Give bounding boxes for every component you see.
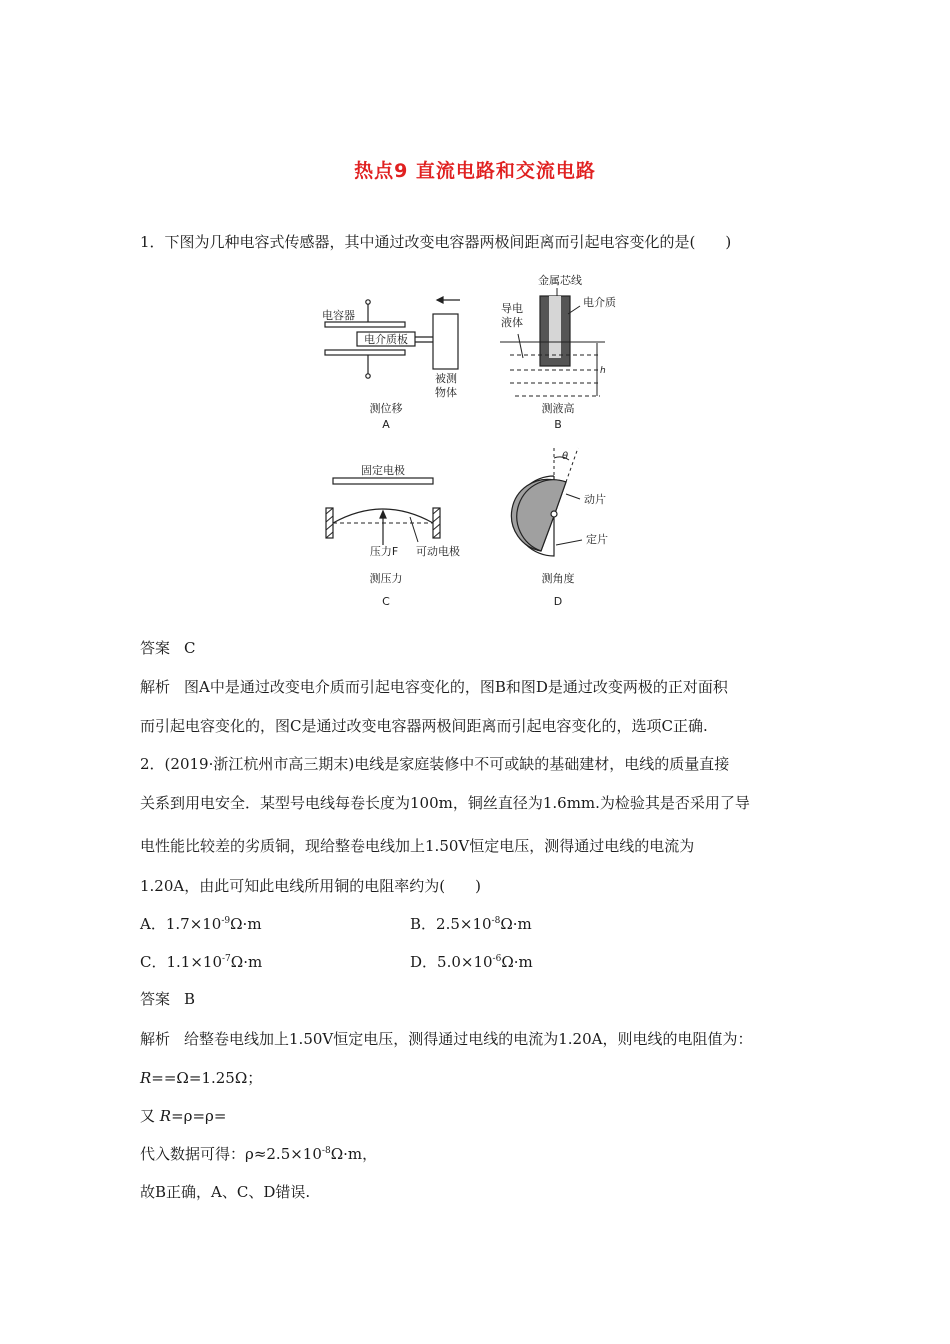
figure-d-fixed: 定片 [586, 533, 608, 546]
option-c-unit: Ω·m [230, 953, 263, 971]
page-title: 热点9 直流电路和交流电路 [354, 160, 596, 182]
option-a-unit: Ω·m [230, 915, 262, 933]
q2-equation-2 [140, 1106, 840, 1126]
q2-option-a [140, 914, 262, 934]
q2-analysis-label: 解析 [140, 1030, 171, 1048]
figure-c-force: 压力F [369, 545, 399, 558]
q1-analysis-line-1 [140, 677, 840, 697]
option-a-exponent: -9 [221, 916, 231, 926]
q2-conclusion: 故B正确，A、C、D错误. [140, 1183, 311, 1201]
figure-d-moving: 动片 [584, 493, 606, 506]
figure-a-capacitor: 电容器 [322, 309, 355, 322]
q2-equation-3 [140, 1144, 840, 1164]
eq3-prefix: 代入数据可得：ρ≈2.5×10 [140, 1145, 322, 1163]
option-b-base: B．2.5×10 [410, 915, 492, 933]
figure-b-letter: B [554, 418, 562, 431]
figure-d [511, 448, 582, 556]
option-d-exponent: -6 [492, 954, 502, 964]
option-d-unit: Ω·m [501, 953, 533, 971]
q2-analysis-text-1: 给整卷电线加上1.50V恒定电压，测得通过电线的电流为1.20A，则电线的电阻值为： [184, 1030, 753, 1048]
eq3-unit: Ω·m， [330, 1145, 378, 1163]
q2-option-c [140, 952, 262, 972]
q1-answer-label: 答案 [140, 639, 171, 657]
figure-b-liquid-1: 导电 [501, 302, 523, 315]
q2-answer [140, 989, 840, 1009]
q2-analysis-line-1 [140, 1029, 840, 1049]
figure-c-fixed: 固定电极 [361, 464, 405, 477]
figure-b-core: 金属芯线 [538, 274, 582, 287]
option-b-exponent: -8 [491, 916, 501, 926]
figure-d-theta: θ [562, 451, 569, 462]
figure-b-dielectric: 电介质 [583, 296, 616, 309]
q1-stem: 1．下图为几种电容式传感器，其中通过改变电容器两极间距离而引起电容变化的是( ) [140, 233, 732, 251]
q2-stem-3: 电性能比较差的劣质铜，现给整卷电线加上1.50V恒定电压，测得通过电线的电流为 [140, 837, 695, 855]
eq1-variable: R [140, 1069, 152, 1087]
q2-option-b [410, 914, 532, 934]
eq1-rest: ==Ω=1.25Ω； [151, 1069, 263, 1087]
figure-a-object-2: 物体 [435, 386, 457, 399]
figure-c-caption: 测压力 [369, 572, 403, 585]
figure-c [326, 478, 440, 545]
figure-b-caption: 测液高 [541, 402, 575, 415]
option-b-unit: Ω·m [500, 915, 532, 933]
q1-analysis-label: 解析 [140, 678, 171, 696]
q2-option-d [410, 952, 533, 972]
q1-analysis-text-1: 图A中是通过改变电介质而引起电容变化的，图B和图D是通过改变两极的正对面积 [184, 678, 728, 696]
option-d-base: D．5.0×10 [410, 953, 493, 971]
q2-stem-4: 1.20A，由此可知此电线所用铜的电阻率约为( ) [140, 877, 481, 895]
q2-stem-2: 关系到用电安全．某型号电线每卷长度为100m，铜丝直径为1.6mm.为检验其是否采用了导 [140, 794, 750, 812]
q1-answer-value: C [184, 639, 196, 657]
figure-d-caption: 测角度 [541, 572, 575, 585]
q1-analysis-line-2: 而引起电容变化的，图C是通过改变电容器两极间距离而引起电容变化的，选项C正确. [140, 717, 708, 735]
figure-d-letter: D [553, 595, 563, 608]
q1-figure [0, 262, 950, 642]
option-c-exponent: -7 [222, 954, 231, 964]
figure-a-object-1: 被测 [435, 372, 457, 385]
q1-answer [140, 638, 840, 658]
q2-answer-value: B [184, 990, 196, 1008]
figure-a-dielectric: 电介质板 [364, 333, 408, 346]
figure-c-letter: C [382, 595, 390, 608]
q2-stem-1: 2．(2019·浙江杭州市高三期末)电线是家庭装修中不可或缺的基础建材，电线的质量直接 [140, 755, 730, 773]
figure-a-caption: 测位移 [369, 402, 403, 415]
figure-b-h: h [600, 366, 606, 376]
option-c-base: C．1.1×10 [140, 953, 222, 971]
figure-c-movable: 可动电极 [416, 545, 460, 558]
eq3-exponent: -8 [321, 1146, 331, 1156]
eq2-prefix: 又 [140, 1107, 156, 1125]
figure-b-liquid-2: 液体 [501, 316, 523, 329]
option-a-base: A．1.7×10 [140, 915, 222, 933]
eq2-rest: =ρ=ρ= [171, 1107, 227, 1125]
q2-answer-label: 答案 [140, 990, 171, 1008]
q2-equation-1 [140, 1068, 840, 1088]
eq2-variable: R [159, 1107, 172, 1125]
figure-a-letter: A [382, 418, 390, 431]
